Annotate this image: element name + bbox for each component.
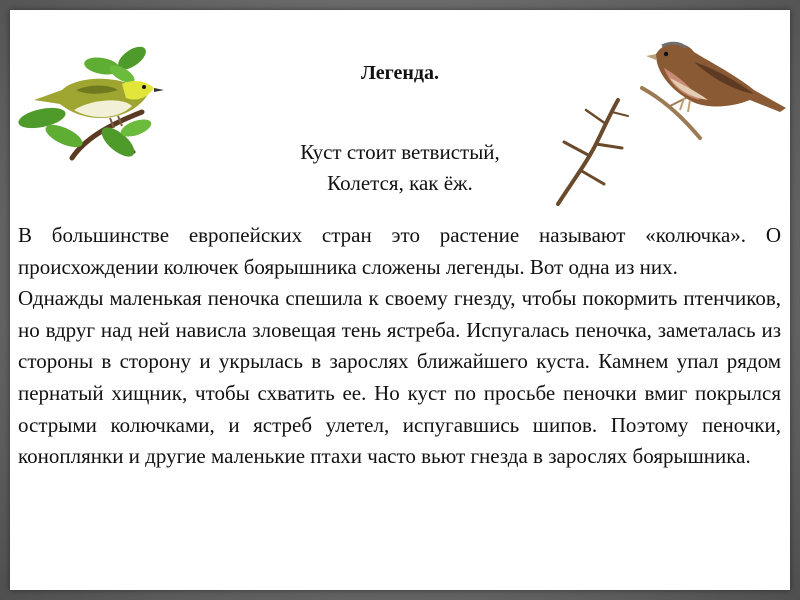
poem-line: Колется, как ёж. — [327, 171, 473, 195]
slide — [10, 10, 790, 590]
paragraph: В большинстве европейских стран это растение называют «колючка». О происхождении колючек боярышника сложены легенды. Вот одна из них. — [18, 223, 781, 279]
paragraph: Однажды маленькая пеночка спешила к своему гнезду, чтобы покормить птенчиков, но вдруг над ней нависла зловещая тень ястреба. Испугалась пеночка, заметалась из стороны в сторону и укрылась в зарослях ближайшего куста. Камнем упал рядом пернатый хищник, чтобы схватить ее. Но куст по просьбе пеночки вмиг покрылся острыми колючками, и ястреб улетел, испугавшись шипов. Поэтому пеночки, коноплянки и другие маленькие птахи часто вьют гнезда в зарослях боярышника. — [18, 286, 781, 469]
poem — [240, 137, 560, 199]
thorny-twig-illustration — [550, 92, 632, 210]
warbler-bird-illustration — [14, 28, 166, 168]
poem-line: Куст стоит ветвистый, — [300, 140, 500, 164]
legend-text — [18, 220, 781, 473]
linnet-bird-illustration — [630, 28, 790, 148]
slide-heading: Легенда. — [361, 62, 439, 84]
